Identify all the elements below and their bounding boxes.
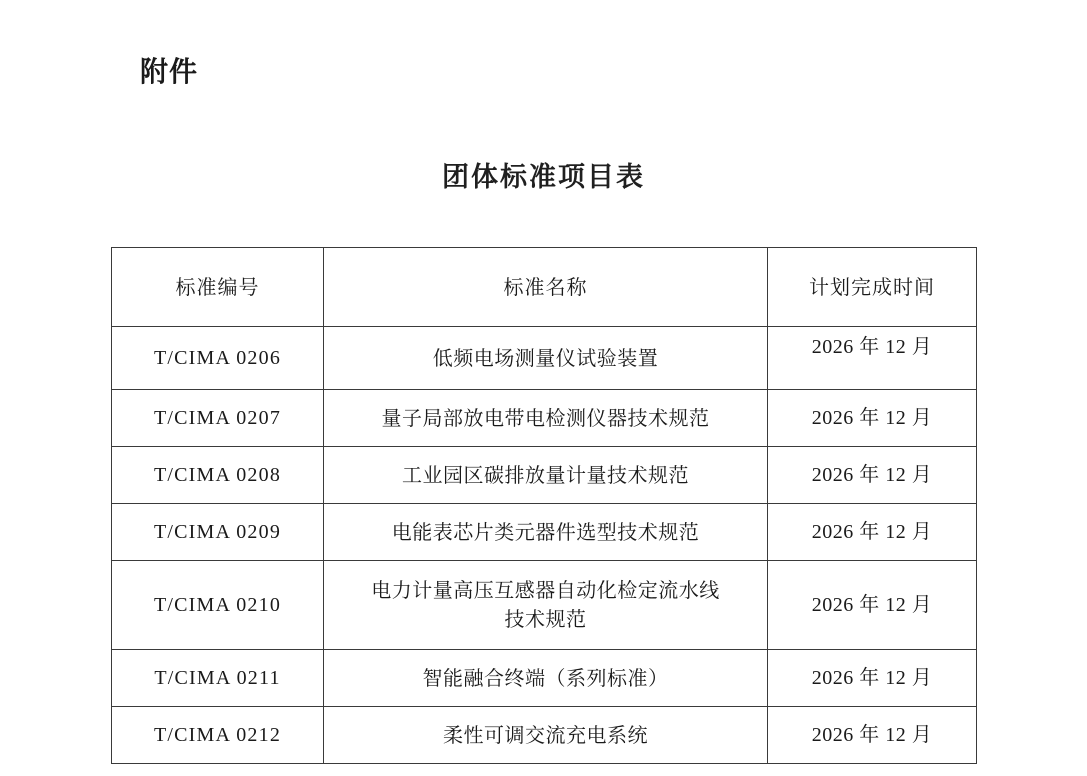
cell-standard-name <box>324 561 768 650</box>
cell-standard-code: T/CIMA 0212 <box>112 707 324 764</box>
cell-planned-date: 2026 年 12 月 <box>768 561 977 650</box>
cell-standard-name: 电能表芯片类元器件选型技术规范 <box>324 504 768 561</box>
cell-planned-date: 2026 年 12 月 <box>768 447 977 504</box>
table-row <box>112 447 977 504</box>
cell-standard-code: T/CIMA 0207 <box>112 390 324 447</box>
cell-planned-date: 2026 年 12 月 <box>768 650 977 707</box>
cell-standard-code: T/CIMA 0211 <box>112 650 324 707</box>
cell-standard-name-line2: 技术规范 <box>504 607 587 631</box>
page-title: 团体标准项目表 <box>442 162 645 193</box>
table-header-row <box>112 248 977 327</box>
cell-planned-date: 2026 年 12 月 <box>768 504 977 561</box>
attachment-label: 附件 <box>140 55 199 88</box>
table-body <box>112 327 977 764</box>
cell-planned-date: 2026 年 12 月 <box>768 390 977 447</box>
table-row <box>112 650 977 707</box>
cell-standard-code: T/CIMA 0209 <box>112 504 324 561</box>
column-header-date: 计划完成时间 <box>768 248 977 327</box>
cell-standard-name: 智能融合终端（系列标准） <box>324 650 768 707</box>
table-row <box>112 707 977 764</box>
table-row <box>112 561 977 650</box>
cell-standard-name: 柔性可调交流充电系统 <box>324 707 768 764</box>
cell-standard-code: T/CIMA 0210 <box>112 561 324 650</box>
cell-standard-code: T/CIMA 0208 <box>112 447 324 504</box>
table-header <box>112 248 977 327</box>
cell-planned-date: 2026 年 12 月 <box>768 707 977 764</box>
standards-table <box>111 247 977 764</box>
table-row <box>112 504 977 561</box>
column-header-name: 标准名称 <box>324 248 768 327</box>
column-header-code: 标准编号 <box>112 248 324 327</box>
cell-standard-name: 量子局部放电带电检测仪器技术规范 <box>324 390 768 447</box>
cell-standard-name: 低频电场测量仪试验装置 <box>324 327 768 390</box>
table-row <box>112 390 977 447</box>
cell-standard-name-line1: 电力计量高压互感器自动化检定流水线 <box>371 578 720 602</box>
standards-table-wrapper <box>111 247 976 764</box>
cell-planned-date: 2026 年 12 月 <box>768 327 977 390</box>
table-row <box>112 327 977 390</box>
cell-standard-code: T/CIMA 0206 <box>112 327 324 390</box>
cell-standard-name: 工业园区碳排放量计量技术规范 <box>324 447 768 504</box>
